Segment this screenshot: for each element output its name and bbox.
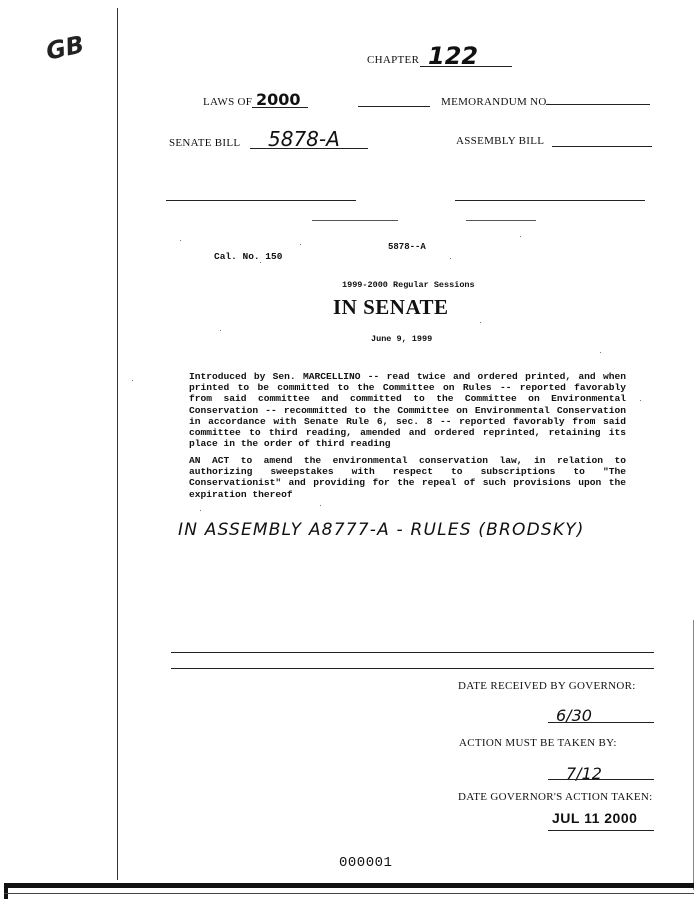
bottom-thin-rule <box>4 893 694 894</box>
blank-line-left <box>166 200 356 201</box>
bill-date: June 9, 1999 <box>371 334 433 344</box>
house-title: IN SENATE <box>333 295 449 319</box>
chapter-number: 122 <box>428 42 479 70</box>
laws-of-year: 2000 <box>256 90 301 109</box>
right-edge-line <box>693 620 694 890</box>
bottom-bar <box>4 883 694 888</box>
bottom-bar-left-mark <box>4 883 8 899</box>
bill-number: 5878--A <box>388 242 426 252</box>
chapter-underline <box>420 66 512 67</box>
laws-of-underline <box>252 107 308 108</box>
cal-number: Cal. No. 150 <box>214 251 283 262</box>
action-due-label: ACTION MUST BE TAKEN BY: <box>459 737 617 749</box>
introduced-paragraph: Introduced by Sen. MARCELLINO -- read twice and ordered printed, and when printed to be committed to the Committee on Rules -- reported favorably from said committee and committed to the Committee on Environmental Conservation -- recommitted to the Committee on Environmental Conservation in accordance with Senate Rule 6, sec. 8 -- reported favorably from said committee to third reading, amended and ordered reprinted, retaining its place in the order of third reading <box>189 371 626 450</box>
action-taken-stamp: JUL 11 2000 <box>552 810 638 826</box>
senate-bill-underline <box>250 148 368 149</box>
assembly-bill-label: ASSEMBLY BILL <box>456 135 545 147</box>
blank-line-mid-right <box>466 220 536 221</box>
action-taken-label: DATE GOVERNOR'S ACTION TAKEN: <box>458 791 653 803</box>
assembly-note: IN ASSEMBLY A8777-A - RULES (BRODSKY) <box>178 520 585 540</box>
corner-initials: GB <box>43 30 87 66</box>
act-paragraph: AN ACT to amend the environmental conservation law, in relation to authorizing sweepstakes with respect to subscriptions to "The Conservationist" and providing for the repeal of such provisions upon the expiration thereof <box>189 455 626 500</box>
action-taken-underline <box>548 830 654 831</box>
memorandum-label: MEMORANDUM NO. <box>441 96 550 108</box>
laws-of-blank <box>358 106 430 107</box>
date-received-underline <box>548 722 654 723</box>
date-received-label: DATE RECEIVED BY GOVERNOR: <box>458 680 636 692</box>
memorandum-blank <box>546 104 650 105</box>
senate-bill-number: 5878-A <box>268 127 340 151</box>
action-due-value: 7/12 <box>566 764 602 783</box>
left-margin-line <box>117 8 118 880</box>
chapter-label: CHAPTER <box>367 54 420 66</box>
assembly-bill-blank <box>552 146 652 147</box>
lower-rule-2 <box>171 668 654 669</box>
blank-line-right <box>455 200 645 201</box>
page-number: 000001 <box>339 855 393 871</box>
sessions: 1999-2000 Regular Sessions <box>342 280 475 290</box>
laws-of-label: LAWS OF <box>203 96 253 108</box>
senate-bill-label: SENATE BILL <box>169 137 241 149</box>
action-due-underline <box>548 779 654 780</box>
date-received-value: 6/30 <box>556 706 592 725</box>
blank-line-mid-left <box>312 220 398 221</box>
lower-rule-1 <box>171 652 654 653</box>
